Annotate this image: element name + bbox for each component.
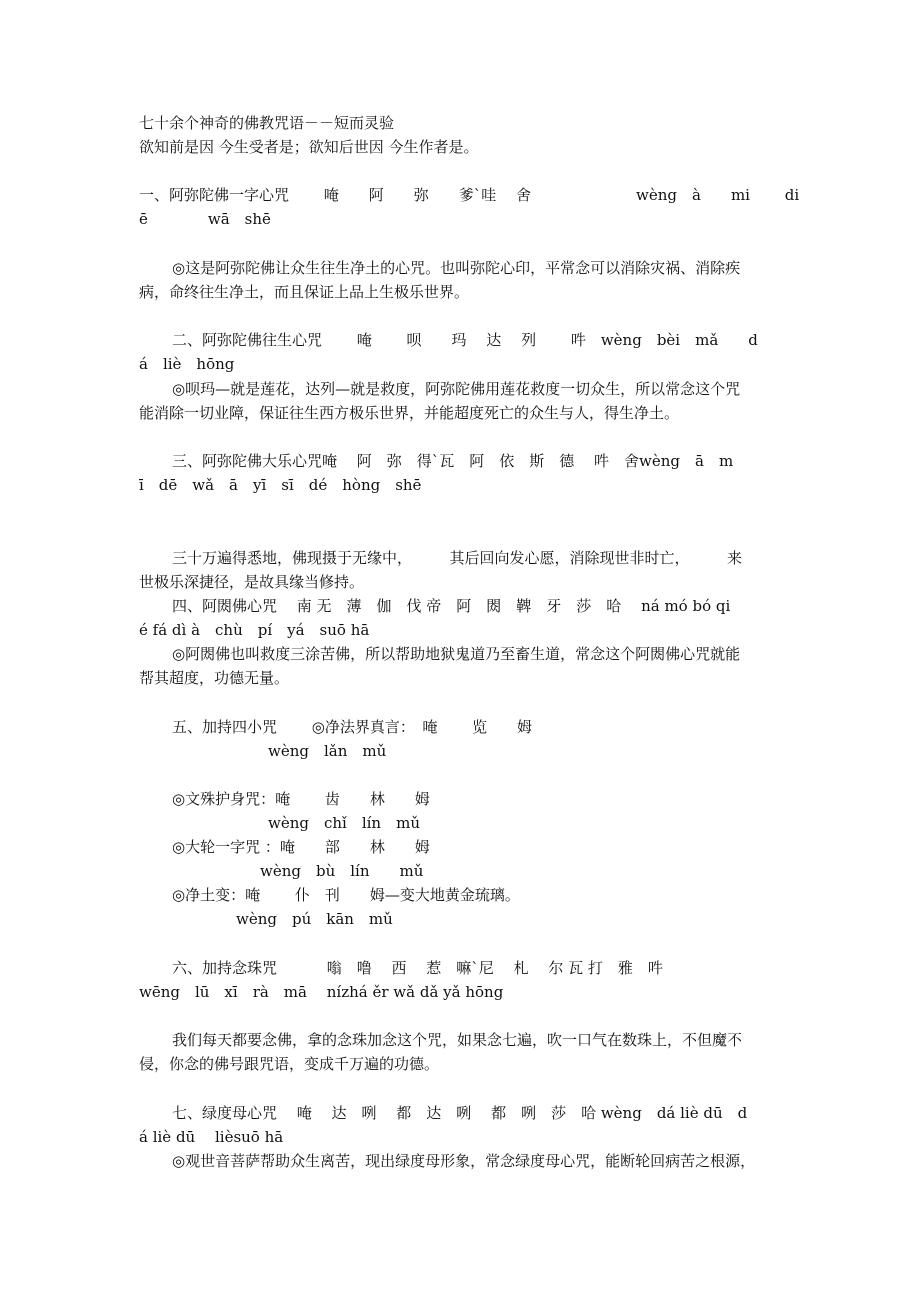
mantra-6-pinyin: wēng lū xī rà mā nízhá ěr wǎ dǎ yǎ hōng — [139, 983, 504, 1001]
mantra-1-text: 一、阿弥陀佛一字心咒 唵 阿 弥 爹ˋ哇 舍 wèng à mi di — [139, 186, 799, 204]
mantra-2-note: ◎呗玛—就是莲花，达列—就是救度，阿弥陀佛用莲花救度一切众生，所以常念这个咒 — [172, 380, 741, 398]
mantra-3-pinyin: ī dē wǎ ā yī sī dé hòng shē — [139, 476, 422, 494]
mantra-6-text: 六、加持念珠咒 嗡 噜 西 惹 嘛ˋ尼 札 尔 瓦 打 雅 吽 — [172, 959, 663, 977]
mantra-2-pinyin: á liè hōng — [139, 355, 235, 373]
mantra-5c-pinyin: wèng bù lín mǔ — [260, 862, 424, 880]
mantra-6-note: 我们每天都要念佛，拿的念珠加念这个咒，如果念七遍，吹一口气在数珠上，不但魔不 — [172, 1031, 743, 1049]
mantra-7-pinyin: á liè dū lièsuō hā — [139, 1128, 284, 1146]
mantra-5-heading: 五、加持四小咒 ◎净法界真言： 唵 览 姆 — [172, 718, 533, 736]
verse-line-2: 世极乐深捷径，是故具缘当修持。 — [139, 573, 365, 591]
mantra-5d-pinyin: wèng pú kān mǔ — [236, 910, 393, 928]
mantra-5c-text: ◎大轮一字咒 ：唵 部 林 姆 — [172, 838, 430, 856]
mantra-6-note-cont: 侵，你念的佛号跟咒语，变成千万遍的功德。 — [139, 1055, 440, 1073]
mantra-5b-text: ◎文殊护身咒：唵 齿 林 姆 — [172, 790, 430, 808]
mantra-4-pinyin: é fá dì à chù pí yá suō hā — [139, 621, 370, 639]
mantra-1-note: ◎这是阿弥陀佛让众生往生净土的心咒。也叫弥陀心印，平常念可以消除灾祸、消除疾 — [172, 259, 741, 277]
mantra-1-pinyin: ē wā shē — [139, 210, 271, 228]
mantra-7-note: ◎观世音菩萨帮助众生离苦，现出绿度母形象，常念绿度母心咒，能断轮回病苦之根源， — [172, 1152, 756, 1170]
mantra-7-text: 七、绿度母心咒 唵 达 咧 都 达 咧 都 咧 莎 哈 wèng dá liè dū d — [172, 1104, 748, 1122]
mantra-2-note-cont: 能消除一切业障，保证往生西方极乐世界，并能超度死亡的众生与人，得生净土。 — [139, 404, 680, 422]
mantra-3-text: 三、阿弥陀佛大乐心咒唵 阿 弥 得ˋ瓦 阿 依 斯 德 吽 舍wèng ā m — [172, 452, 734, 470]
mantra-5b-pinyin: wèng chǐ lín mǔ — [268, 814, 420, 832]
mantra-2-text: 二、阿弥陀佛往生心咒 唵 呗 玛 达 列 吽 wèng bèi mǎ d — [172, 331, 758, 349]
mantra-4-note-cont: 帮其超度，功德无量。 — [139, 669, 290, 687]
doc-motto: 欲知前是因 今生受者是；欲知后世因 今生作者是。 — [139, 138, 479, 156]
doc-title: 七十余个神奇的佛教咒语－－短而灵验 — [139, 114, 395, 132]
mantra-5a-pinyin: wèng lǎn mǔ — [268, 742, 387, 760]
verse-line-1: 三十万遍得悉地，佛现摄于无缘中， 其后回向发心愿，消除现世非时亡， 来 — [172, 549, 743, 567]
mantra-4-note: ◎阿閦佛也叫救度三涂苦佛，所以帮助地狱鬼道乃至畜生道，常念这个阿閦佛心咒就能 — [172, 645, 741, 663]
mantra-4-text: 四、阿閦佛心咒 南 无 薄 伽 伐 帝 阿 閦 鞞 牙 莎 哈 ná mó bó qi — [172, 597, 731, 615]
mantra-1-note-cont: 病，命终往生净土，而且保证上品上生极乐世界。 — [139, 283, 470, 301]
mantra-5d-text: ◎净土变：唵 仆 刊 姆—变大地黄金琉璃。 — [172, 886, 520, 904]
